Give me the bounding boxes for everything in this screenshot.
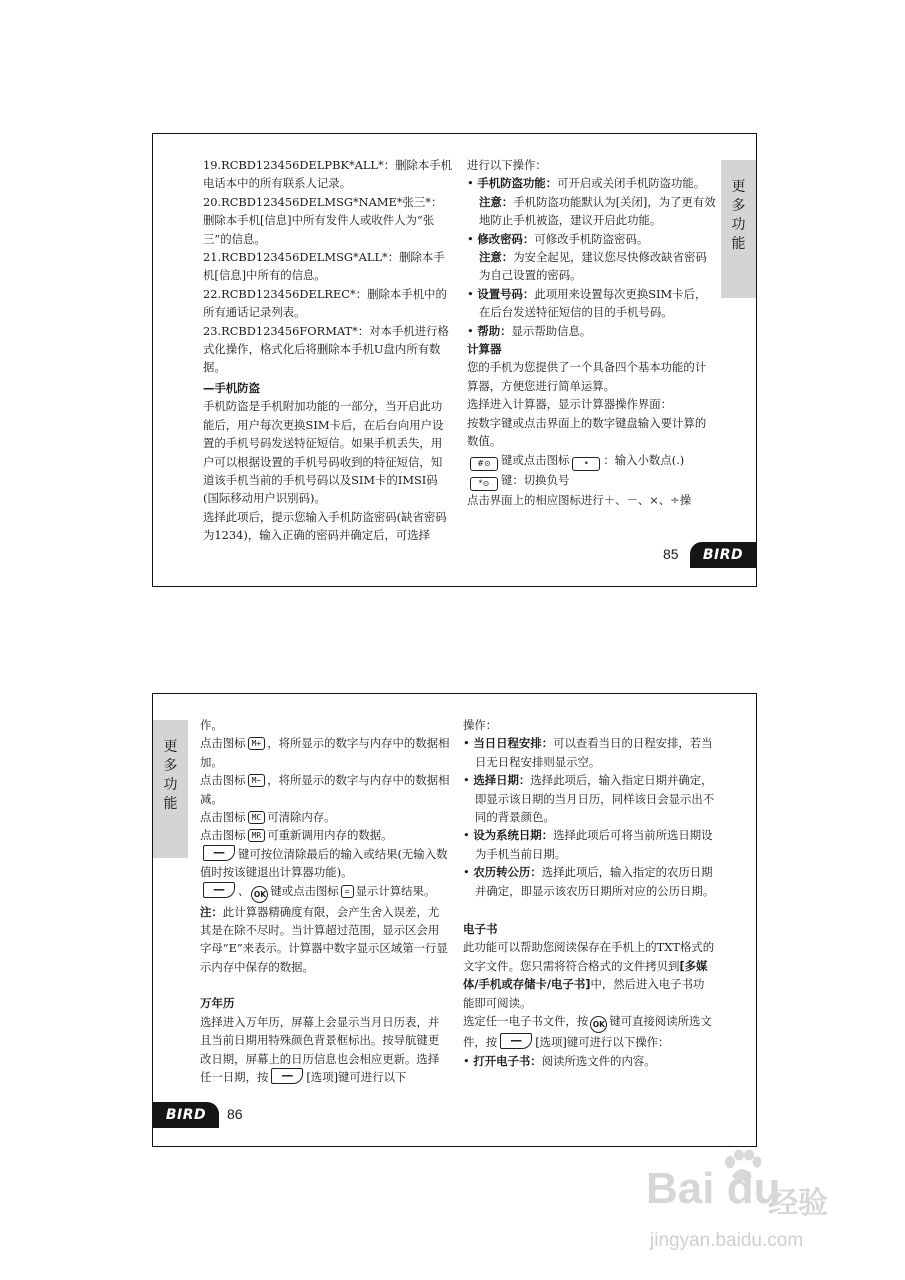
bullet-today-schedule: • 当日日程安排：可以查看当日的日程安排，若当日无日程安排则显示空。 [463, 736, 713, 769]
mc-icon: MC [248, 811, 266, 824]
bullet-antitheft: • 手机防盗功能：可开启或关闭手机防盗功能。 [467, 176, 706, 191]
antitheft-paragraph: 手机防盗是手机附加功能的一部分，当开启此功能后，用户每次更换SIM卡后，在后台向用户设置的手机号码发送特征短信。如果手机丢失，用户可以根据设置的手机号码收到的特征短信，知道该手机当前的手机号码以及SIM卡的IMSI码(国际移动用户识别码)。 [203, 399, 444, 506]
item-19: 19.RCBD123456DELPBK*ALL*：删除本手机电话本中的所有联系人记录。 [203, 158, 453, 191]
ok-key-icon: OK [251, 886, 268, 903]
calculator-decimal: #⊙ 键或点击图标 • ：输入小数点(.) [467, 451, 717, 471]
m-minus-icon: M− [248, 774, 266, 787]
item-22: 22.RCBD123456DELREC*：删除本手机中的所有通话记录列表。 [203, 286, 447, 320]
bullet-help: • 帮助：显示帮助信息。 [467, 323, 592, 338]
watermark-cn: 经验 [768, 1187, 828, 1220]
clear-key-text: —键可按位清除最后的输入或结果(无输入数值时按该键退出计算器功能)。 [200, 845, 450, 882]
bird-logo: BIRD [690, 542, 756, 568]
calendar-paragraph: 选择进入万年历，屏幕上会显示当月日历表，并且当前日期用特殊颜色背景框标出。按导航键更改日期，屏幕上的日历信息也会相应更新。选择任一日期，按— [选项]键可进行以下 [200, 1013, 450, 1087]
ebook-paragraph: 此功能可以帮助您阅读保存在手机上的TXT格式的文字文件。您只需将符合格式的文件拷贝到[多媒体/手机或存储卡/电子书]中，然后进入电子书功能即可阅读。 [463, 940, 715, 1010]
page-number: 86 [227, 1106, 243, 1122]
bullet-select-date: • 选择日期：选择此项后，输入指定日期并确定，即显示该日期的当月日历，同样该日会显示出不同的背景颜色。 [463, 773, 715, 825]
calculator-note: 注：此计算器精确度有限，会产生舍入误差，尤其是在除不尽时。当计算超过范围，显示区会用字母“E”来表示。计算器中数字显示区域第一行显示内存中保存的数据。 [200, 904, 448, 974]
right-column [467, 156, 717, 509]
calendar-title: 万年历 [200, 996, 235, 1011]
left-softkey-icon [500, 1033, 532, 1049]
right-column [463, 716, 715, 1070]
section-tab: 更 多 功 能 [721, 160, 756, 298]
antitheft-password-paragraph: 选择此项后，提示您输入手机防盗密码(缺省密码为1234)，输入正确的密码并确定后，可选择 [203, 509, 447, 543]
watermark-url: jingyan.baidu.com [650, 1230, 804, 1251]
left-softkey-icon [271, 1068, 303, 1084]
left-column [203, 156, 453, 545]
star-key-icon: *⊙ [470, 477, 498, 491]
bullet-change-password: • 修改密码：可修改手机防盗密码。 [467, 231, 649, 246]
calculator-input: 按数字键或点击界面上的数字键盘输入要计算的数值。 [467, 415, 707, 449]
page-number: 85 [663, 546, 679, 562]
calculator-enter: 选择进入计算器，显示计算器操作界面： [467, 397, 673, 412]
m-plus-icon: M+ [248, 737, 266, 750]
bird-logo: BIRD [153, 1102, 219, 1128]
equals-icon: = [341, 885, 354, 898]
memory-clear: 点击图标 MC 可清除内存。 [200, 810, 336, 825]
note-password: 注意：为安全起见，建议您尽快修改缺省密码为自己设置的密码。 [479, 250, 707, 283]
memory-add: 点击图标 M+ ，将所显示的数字与内存中的数据相加。 [200, 736, 450, 769]
memory-recall: 点击图标 MR 可重新调用内存的数据。 [200, 828, 393, 843]
watermark-brand: Bai du [646, 1164, 781, 1213]
mr-icon: MR [248, 829, 266, 842]
hash-key-icon: #⊙ [470, 457, 498, 471]
operations-intro: 操作： [463, 718, 498, 732]
ebook-title: 电子书 [463, 922, 498, 937]
bullet-set-number: • 设置号码：此项用来设置每次更换SIM卡后，在后台发送特征短信的目的手机号码。 [467, 286, 707, 320]
left-column [200, 716, 450, 1086]
section-tab: 更 多 功 能 [153, 720, 188, 858]
bullet-set-system-date: • 设为系统日期：选择此项后可将当前所选日期设为手机当前日期。 [463, 828, 713, 861]
calculator-operators: 点击界面上的相应图标进行＋、－、×、÷操 [467, 492, 692, 507]
item-21: 21.RCBD123456DELMSG*ALL*：删除本手机[信息]中所有的信息。 [203, 250, 445, 283]
page-86 [152, 693, 757, 1147]
memory-subtract: 点击图标 M− ，将所显示的数字与内存中的数据相减。 [200, 773, 450, 806]
bullet-open-ebook: • 打开电子书：阅读所选文件的内容。 [463, 1053, 656, 1068]
right-softkey-icon [203, 845, 235, 861]
left-softkey-icon [203, 882, 235, 898]
ebook-open-paragraph: 选定任一电子书文件，按 OK 键可直接阅读所选文件，按— [选项]键可进行以下操作： [463, 1012, 715, 1051]
bullet-lunar-to-solar: • 农历转公历：选择此项后，输入指定的农历日期并确定，即显示该农历日期所对应的公历日期。 [463, 865, 715, 898]
page-85 [152, 133, 757, 587]
item-23: 23.RCBD123456FORMAT*：对本手机进行格式化操作，格式化后将删除本手机U盘内所有数据。 [203, 323, 449, 375]
calculator-intro: 您的手机为您提供了一个具备四个基本功能的计算器，方便您进行简单运算。 [467, 360, 707, 393]
calculator-title: 计算器 [467, 342, 502, 357]
operations-intro: 进行以下操作： [467, 158, 547, 172]
note-antitheft-default: 注意：手机防盗功能默认为[关闭]，为了更有效地防止手机被盗，建议开启此功能。 [479, 194, 716, 228]
antitheft-title: —手机防盗 [203, 380, 260, 395]
calculator-negate: *⊙ 键：切换负号 [467, 471, 717, 491]
result-text: —、 OK 键或点击图标 = 显示计算结果。 [200, 882, 450, 903]
item-20: 20.RCBD123456DELMSG*NAME*张三*：删除本手机[信息]中所有发件人或收件人为“张三”的信息。 [203, 194, 443, 246]
continued-text: 作。 [200, 718, 223, 732]
dot-icon: • [572, 457, 600, 471]
ok-key-icon: OK [590, 1016, 607, 1033]
baidu-jingyan-watermark [640, 1150, 890, 1270]
